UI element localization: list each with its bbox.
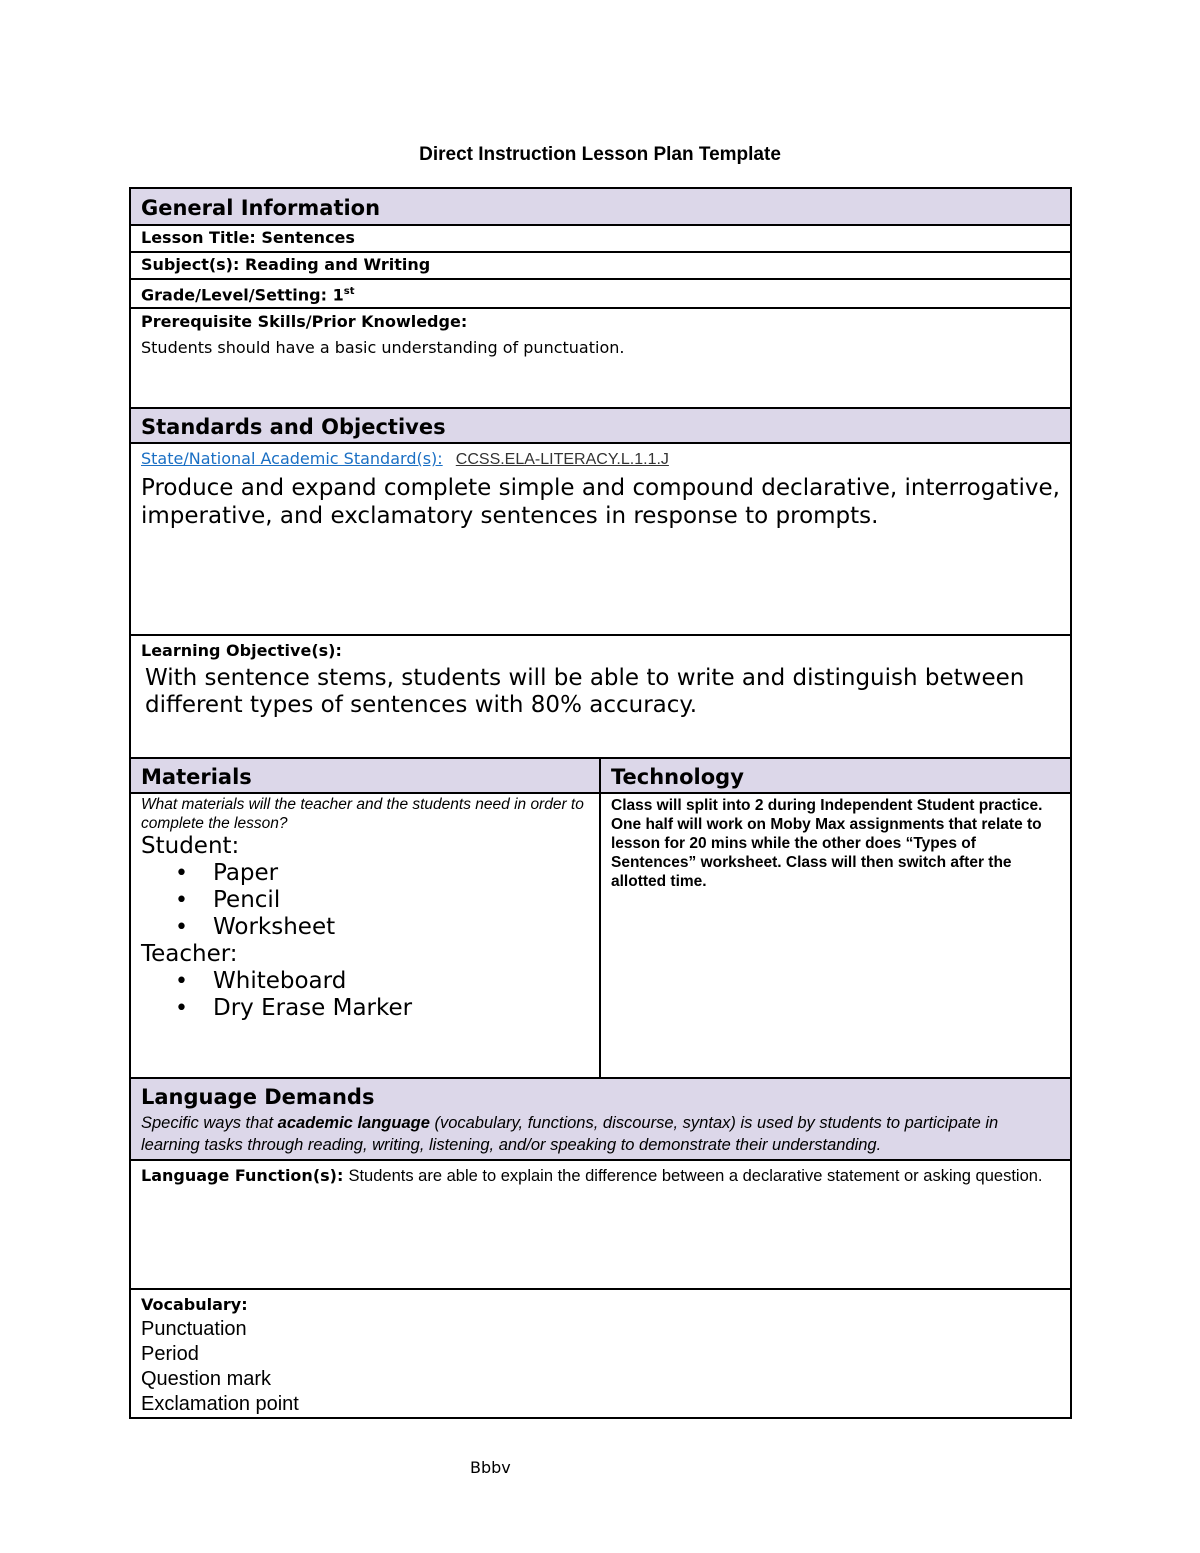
- vocabulary-item: Punctuation: [141, 1318, 247, 1341]
- list-item: • Pencil: [213, 887, 589, 914]
- standard-row: [130, 443, 1071, 635]
- prerequisite-row: [130, 308, 1071, 408]
- materials-header: [130, 758, 600, 793]
- language-demands-header: [130, 1078, 1071, 1160]
- materials-prompt: What materials will the teacher and the students need in order to complete the lesson?: [141, 796, 584, 833]
- lesson-title-row: [130, 225, 1071, 252]
- standard-text: Produce and expand complete simple and compound declarative, interrogative, imperative, and exclamatory sentences in response to prompts.: [141, 475, 1060, 530]
- list-item: • Worksheet: [213, 914, 589, 941]
- materials-cell: [130, 793, 600, 1078]
- language-function-cell: [130, 1160, 1071, 1289]
- prerequisite-value: Students should have a basic understanding of punctuation.: [141, 338, 625, 358]
- prerequisite-label: Prerequisite Skills/Prior Knowledge:: [141, 312, 468, 332]
- technology-header: [600, 758, 1071, 793]
- teacher-materials-list: [141, 968, 589, 1022]
- objective-text: With sentence stems, students will be able to write and distinguish between different types of sentences with 80% accuracy.: [145, 665, 1025, 719]
- standard-line: [141, 444, 1060, 474]
- materials-title: Materials: [141, 765, 252, 790]
- objective-label: Learning Objective(s):: [141, 641, 342, 661]
- language-demands-title: Language Demands: [141, 1085, 375, 1110]
- document-title: Direct Instruction Lesson Plan Template: [419, 144, 781, 165]
- grade-cell: [130, 279, 1071, 308]
- student-materials-list: [141, 860, 589, 941]
- technology-cell: [600, 793, 1071, 1078]
- footer-text: Bbbv: [470, 1458, 511, 1477]
- general-information-row: [130, 188, 1071, 225]
- list-item: • Whiteboard: [213, 968, 589, 995]
- vocabulary-item: Question mark: [141, 1368, 272, 1391]
- grade-value: 1: [332, 285, 344, 305]
- standard-link[interactable]: State/National Academic Standard(s):: [141, 449, 443, 469]
- language-desc-post: (vocabulary, functions, discourse, syntax) is used by students to participate in learning tasks through reading, writing, listening, and/or speaking to demonstrate their understanding.: [141, 1114, 999, 1155]
- grade-label: Grade/Level/Setting:: [141, 285, 328, 305]
- language-function-text: Students are able to explain the difference between a declarative statement or asking question.: [348, 1167, 1043, 1186]
- lesson-title-cell: [130, 225, 1071, 252]
- grade-suffix: st: [343, 286, 355, 297]
- technology-title: Technology: [611, 765, 744, 790]
- vocabulary-cell: [130, 1289, 1071, 1418]
- standards-header: [130, 408, 1071, 443]
- subjects-label: Subject(s):: [141, 255, 240, 274]
- objective-row: [130, 635, 1071, 758]
- lesson-title-value: Sentences: [261, 228, 355, 247]
- subjects-cell: [130, 252, 1071, 279]
- standard-cell: [130, 443, 1071, 635]
- technology-text: Class will split into 2 during Independent Student practice. One half will work on Moby Max assignments that relate to lesson for 20 mins while the other does “Types of Sentences” worksheet. Class will then switch after the allotted time.: [611, 797, 1043, 891]
- prerequisite-cell: [130, 308, 1071, 408]
- language-demands-row: [130, 1078, 1071, 1160]
- general-information-title: General Information: [141, 196, 381, 220]
- vocabulary-row: [130, 1289, 1071, 1418]
- language-function-label: Language Function(s):: [141, 1166, 344, 1186]
- teacher-label: Teacher:: [141, 941, 238, 968]
- lesson-title-label: Lesson Title:: [141, 228, 256, 247]
- objective-cell: [130, 635, 1071, 758]
- language-function-row: [130, 1160, 1071, 1289]
- language-demands-description: [141, 1112, 1060, 1156]
- vocabulary-item: Period: [141, 1343, 199, 1366]
- subjects-row: [130, 252, 1071, 279]
- materials-technology-row: [130, 793, 1071, 1078]
- list-item: • Paper: [213, 860, 589, 887]
- subjects-value: Reading and Writing: [244, 255, 431, 274]
- standards-title: Standards and Objectives: [141, 415, 446, 440]
- language-desc-bold: academic language: [277, 1114, 430, 1133]
- standards-row: [130, 408, 1071, 443]
- grade-row: [130, 279, 1071, 308]
- list-item: • Dry Erase Marker: [213, 995, 589, 1022]
- vocabulary-item: Exclamation point: [141, 1393, 299, 1416]
- language-function-line: [141, 1161, 1060, 1188]
- vocabulary-label: Vocabulary:: [141, 1295, 248, 1315]
- lesson-plan-table: [129, 187, 1072, 1419]
- materials-technology-header-row: [130, 758, 1071, 793]
- general-information-header: [130, 188, 1071, 225]
- language-desc-pre: Specific ways that: [141, 1114, 278, 1133]
- standard-code-link[interactable]: CCSS.ELA-LITERACY.L.1.1.J: [455, 451, 669, 469]
- student-label: Student:: [141, 833, 240, 860]
